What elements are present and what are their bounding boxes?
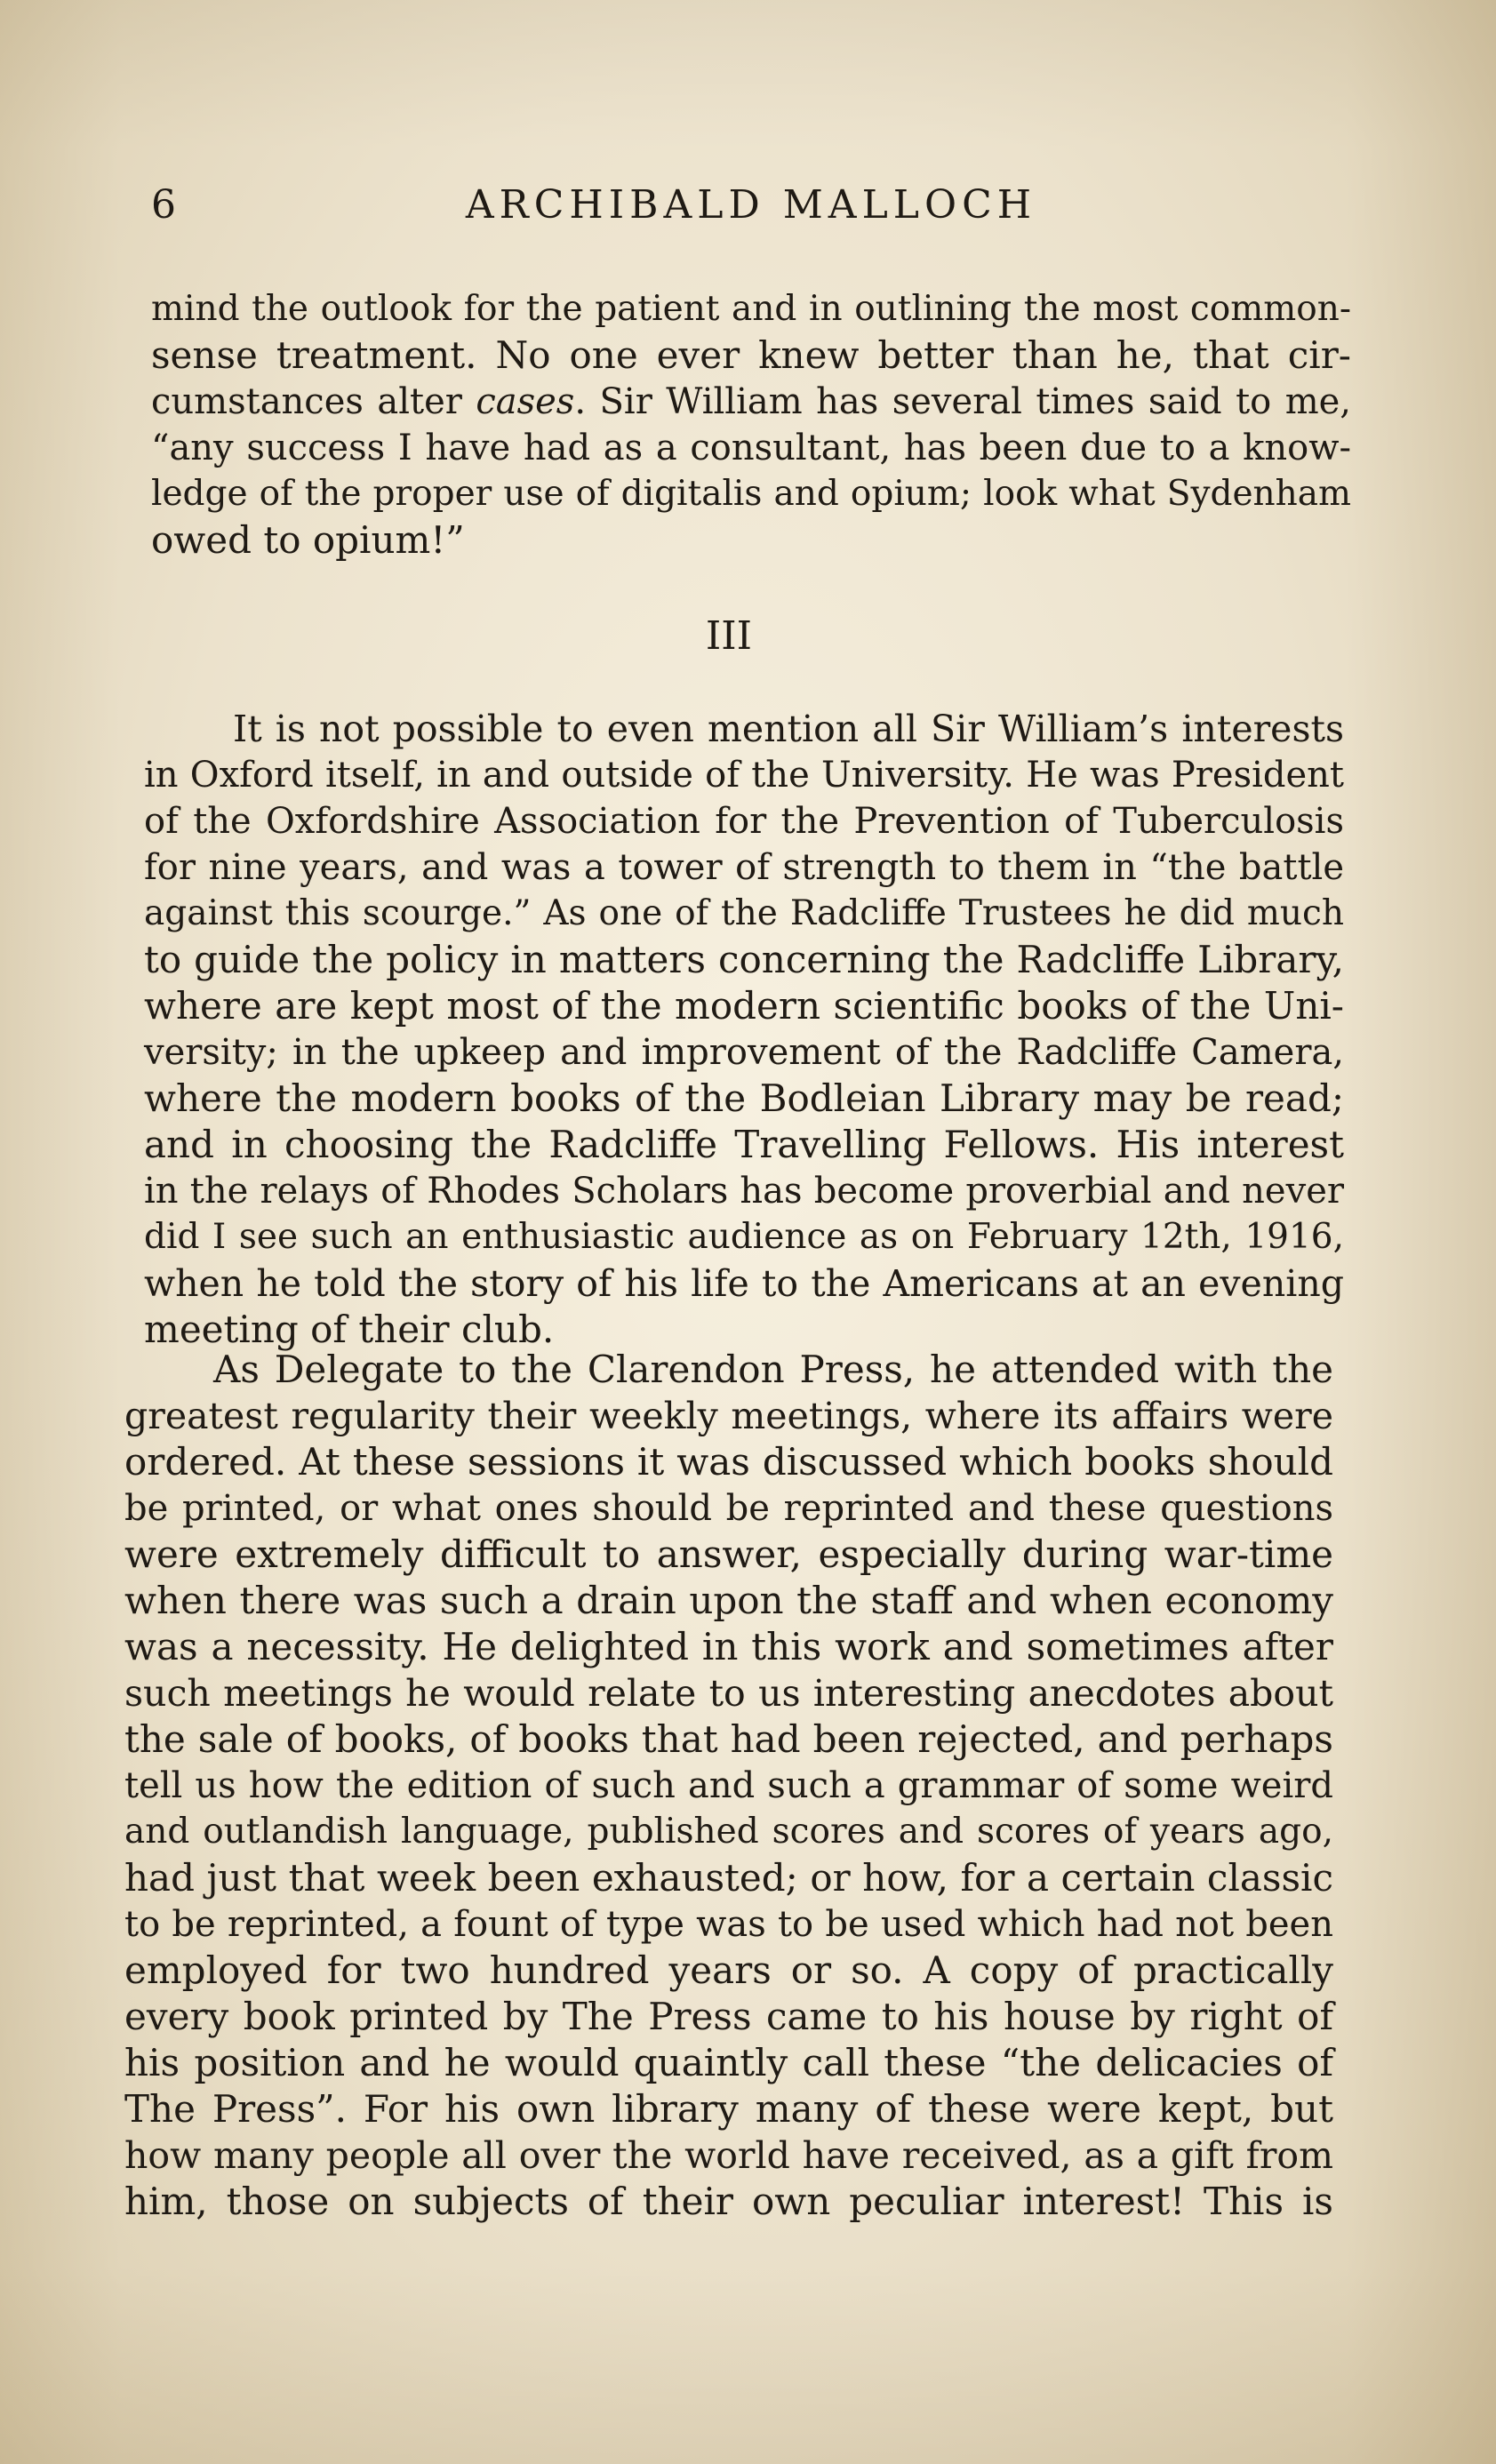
text-line: ordered. At these sessions it was discussed which books should	[124, 1440, 1333, 1484]
text-line: him, those on subjects of their own peculiar interest! This is	[124, 2180, 1333, 2223]
text-line: such meetings he would relate to us interesting anecdotes about	[124, 1672, 1333, 1715]
text-line: It is not possible to even mention all Sir William’s interests	[233, 708, 1344, 750]
text-line: meeting of their club.	[144, 1308, 555, 1351]
page-header	[151, 182, 1351, 244]
running-head: ARCHIBALD MALLOCH	[465, 182, 1037, 228]
text-line: and in choosing the Radcliffe Travelling Fellows. His interest	[144, 1123, 1344, 1166]
text-line: and outlandish language, published scores and scores of years ago,	[124, 1812, 1333, 1852]
paragraph-clarendon-press	[124, 1347, 1333, 2225]
text-line: As Delegate to the Clarendon Press, he attended with the	[213, 1348, 1333, 1391]
emphasis: cases	[476, 381, 575, 422]
text-line: when he told the story of his life to the Americans at an evening	[144, 1262, 1344, 1305]
text-line: to guide the policy in matters concerning the Radcliffe Library,	[144, 938, 1344, 981]
text-line: every book printed by The Press came to his house by right of	[124, 1995, 1333, 2038]
text-line: ledge of the proper use of digitalis and opium; look what Sydenham	[151, 474, 1351, 514]
section-heading: III	[705, 613, 753, 659]
text-line: where are kept most of the modern scientific books of the Uni-	[144, 984, 1344, 1028]
text-line: in the relays of Rhodes Scholars has become proverbial and never	[144, 1171, 1344, 1212]
text-line: were extremely difficult to answer, especially during war-time	[124, 1532, 1333, 1576]
text-line: employed for two hundred years or so. A copy of practically	[124, 1948, 1333, 1992]
text-line: owed to opium!”	[151, 518, 465, 562]
text-line: did I see such an enthusiastic audience as on February 12th, 1916,	[144, 1217, 1344, 1257]
page-number: 6	[151, 182, 177, 228]
text-line: his position and he would quaintly call these “the delicacies of	[124, 2041, 1333, 2084]
text-line: against this scourge.” As one of the Radcliffe Trustees he did much	[144, 893, 1344, 933]
paragraph-interests	[144, 706, 1344, 1353]
text-line: The Press”. For his own library many of these were kept, but	[124, 2087, 1333, 2131]
text-line: where the modern books of the Bodleian Library may be read;	[144, 1076, 1344, 1120]
text-line: to be reprinted, a fount of type was to be used which had not been	[124, 1904, 1333, 1945]
text-line: of the Oxfordshire Association for the Prevention of Tuberculosis	[144, 801, 1344, 842]
text-line: sense treatment. No one ever knew better than he, that cir-	[151, 333, 1351, 377]
text-line: how many people all over the world have received, as a gift from	[124, 2134, 1333, 2177]
text-line: cumstances alter cases. Sir William has several times said to me,	[151, 381, 1352, 422]
text-line: be printed, or what ones should be reprinted and these questions	[124, 1488, 1333, 1529]
text-line: greatest regularity their weekly meetings, where its affairs were	[124, 1395, 1333, 1437]
text-line: mind the outlook for the patient and in outlining the most common-	[151, 289, 1351, 329]
text-line: the sale of books, of books that had been rejected, and perhaps	[124, 1717, 1333, 1761]
text-line: tell us how the edition of such and such a grammar of some weird	[124, 1765, 1333, 1806]
text-line: “any success I have had as a consultant, has been due to a know-	[151, 428, 1351, 468]
continuation-paragraph	[151, 286, 1351, 564]
text-line: in Oxford itself, in and outside of the University. He was President	[144, 755, 1344, 796]
text-line: versity; in the upkeep and improvement of the Radcliffe Camera,	[144, 1032, 1344, 1073]
text-line: when there was such a drain upon the staff and when economy	[124, 1579, 1333, 1622]
text-line: was a necessity. He delighted in this work and sometimes after	[124, 1625, 1333, 1668]
text-line: for nine years, and was a tower of strength to them in “the battle	[144, 847, 1344, 888]
text-line: had just that week been exhausted; or how, for a certain classic	[124, 1856, 1333, 1900]
